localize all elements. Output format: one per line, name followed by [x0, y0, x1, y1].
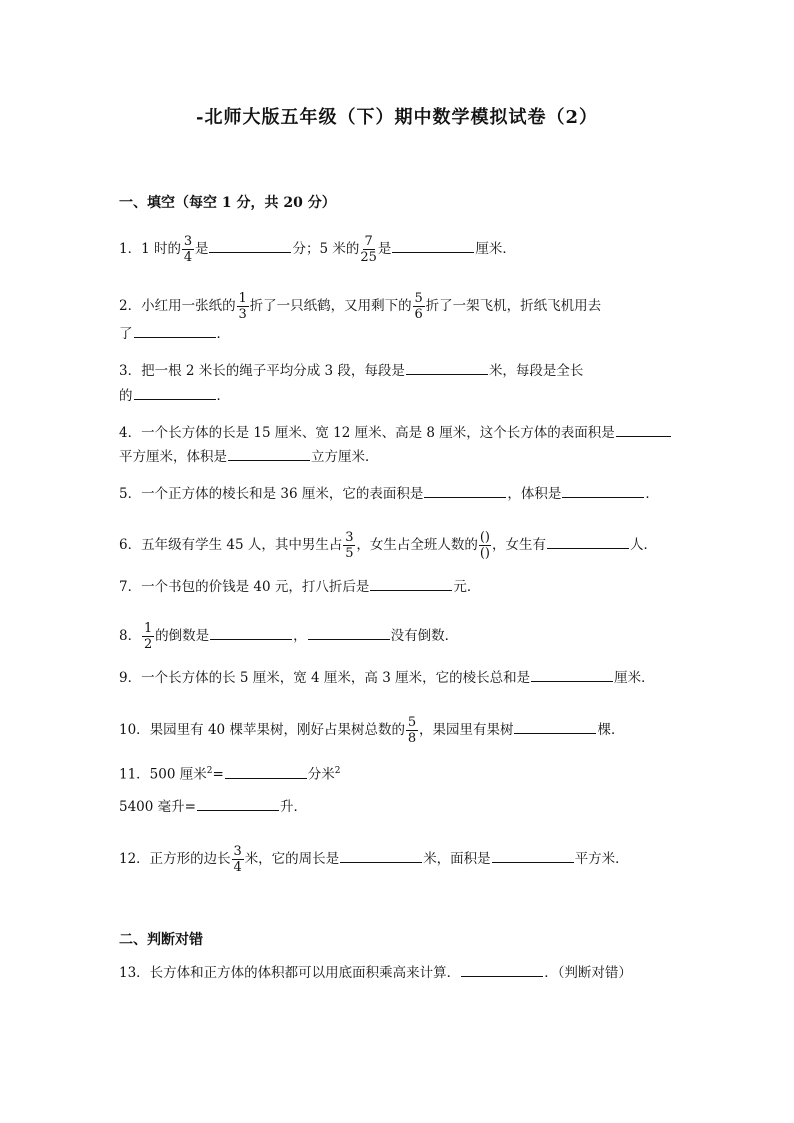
section-heading-fill-blank: 一、填空（每空 1 分，共 20 分）	[119, 195, 336, 211]
question-7: 7．一个书包的价钱是 40 元，打八折后是 元．	[119, 579, 481, 595]
page-title: -北师大版五年级（下）期中数学模拟试卷（2）	[196, 107, 598, 128]
question-4: 4．一个长方体的长是 15 厘米、宽 12 厘米、高是 8 厘米，这个长方体的表面积是	[119, 423, 672, 443]
question-4-continued: 平方厘米，体积是 立方厘米．	[119, 449, 379, 465]
answer-blank[interactable]	[514, 721, 596, 734]
fraction: $\frac{3}{5}$	[345, 530, 354, 561]
question-11: 11．500 厘米$^2$= 分米$^2$	[119, 766, 341, 783]
fraction-blank[interactable]: $\frac{()}{()}$	[479, 530, 491, 561]
fraction: $\frac{5}{8}$	[407, 715, 417, 746]
question-11-continued: 5400 毫升= 升．	[119, 799, 307, 815]
answer-blank[interactable]	[424, 485, 506, 498]
question-8: 8． $\frac{1}{2}$ 的倒数是 ， 没有倒数．	[119, 621, 459, 652]
answer-blank[interactable]	[209, 240, 291, 253]
answer-blank[interactable]	[492, 850, 574, 863]
question-3-continued: 的 ．	[119, 388, 230, 404]
answer-blank[interactable]	[547, 536, 629, 549]
section-heading-true-false: 二、判断对错	[119, 932, 203, 948]
question-13: 13．长方体和正方体的体积都可以用底面积乘高来计算． ．（判断对错）	[119, 965, 632, 981]
question-9: 9．一个长方体的长 5 厘米，宽 4 厘米，高 3 厘米，它的棱长总和是 厘米．	[119, 670, 655, 686]
answer-blank[interactable]	[134, 325, 216, 338]
fraction: $\frac{7}{25}$	[360, 234, 377, 265]
question-2-continued: 了 ．	[119, 326, 230, 342]
answer-blank[interactable]	[210, 627, 292, 640]
answer-blank[interactable]	[392, 240, 474, 253]
question-6: 6．五年级有学生 45 人，其中男生占 $\frac{3}{5}$ ，女生占全班人数的 $\frac{()}{()}$ ，女生有 人．	[119, 530, 658, 561]
question-5: 5．一个正方体的棱长和是 36 厘米，它的表面积是 ，体积是 ．	[119, 486, 659, 502]
answer-blank[interactable]	[308, 627, 390, 640]
question-3: 3．把一根 2 米长的绳子平均分成 3 段，每段是 米，每段是全长	[119, 363, 584, 379]
q1-text: 1．1 时的	[119, 241, 181, 257]
answer-blank[interactable]	[134, 387, 216, 400]
answer-blank[interactable]	[461, 964, 543, 977]
fraction: $\frac{3}{4}$	[233, 844, 242, 875]
answer-blank[interactable]	[228, 448, 310, 461]
fraction: $\frac{1}{3}$	[238, 291, 247, 322]
answer-blank[interactable]	[225, 766, 307, 779]
answer-blank[interactable]	[406, 362, 488, 375]
question-1: 1．1 时的 $\frac{3}{4}$ 是 分；5 米的 $\frac{7}{25}$ 是 厘米．	[119, 234, 516, 265]
fraction: $\frac{3}{4}$	[183, 234, 193, 265]
answer-blank[interactable]	[197, 798, 279, 811]
answer-blank[interactable]	[370, 578, 452, 591]
answer-blank[interactable]	[340, 850, 422, 863]
answer-blank[interactable]	[531, 669, 613, 682]
fraction: $\frac{1}{2}$	[143, 621, 153, 652]
fraction: $\frac{5}{6}$	[414, 291, 423, 322]
answer-blank[interactable]	[562, 485, 644, 498]
answer-blank[interactable]	[616, 424, 671, 437]
question-2: 2．小红用一张纸的 $\frac{1}{3}$ 折了一只纸鹤，又用剩下的 $\frac{5}{6}$ 折了一架飞机，折纸飞机用去	[119, 291, 602, 322]
question-10: 10．果园里有 40 棵苹果树，刚好占果树总数的 $\frac{5}{8}$ ，果园里有果树 棵．	[119, 715, 625, 746]
question-12: 12．正方形的边长 $\frac{3}{4}$ 米，它的周长是 米，面积是 平方米．	[119, 844, 629, 875]
